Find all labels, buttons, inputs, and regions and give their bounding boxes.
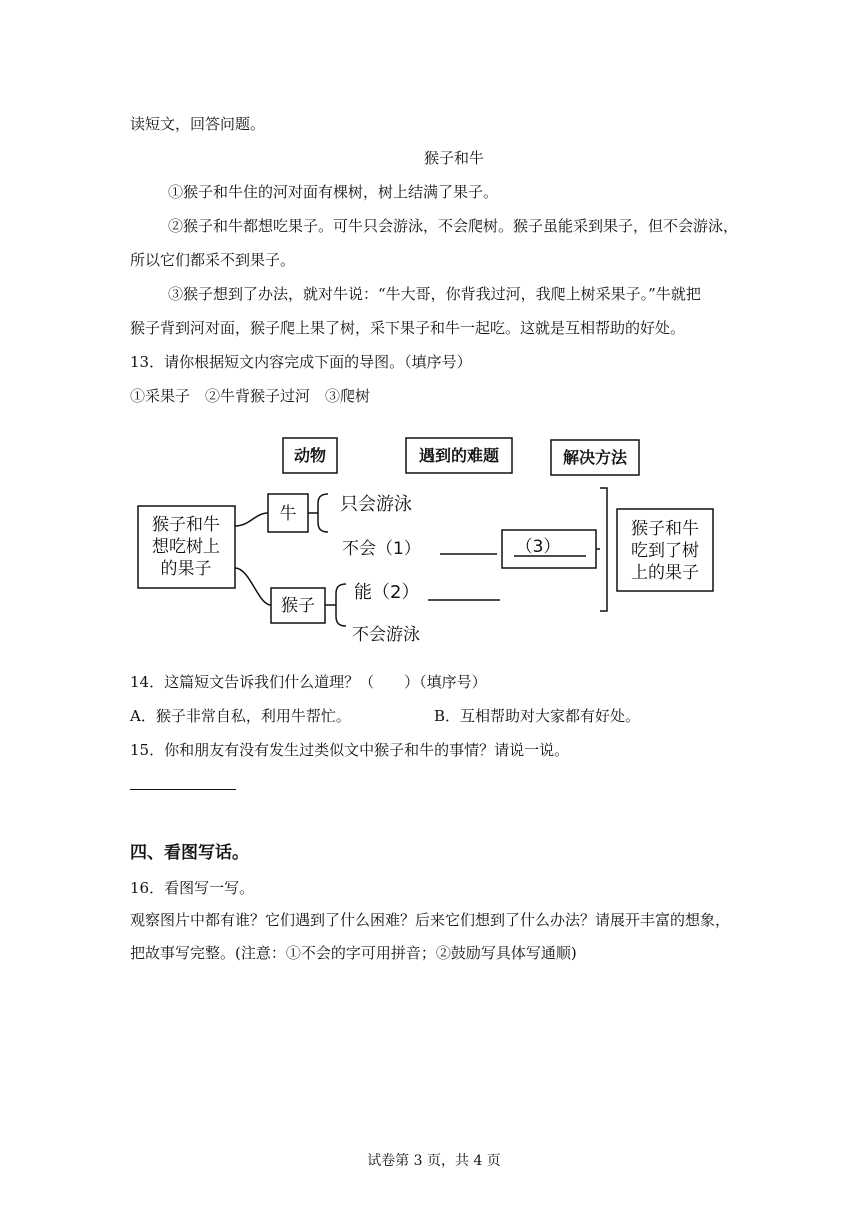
passage-paragraph-3-line-1: ③猴子想到了办法，就对牛说：“牛大哥，你背我过河，我爬上树采果子。”牛就把 xyxy=(168,285,701,303)
monkey-can-text: 能（2） xyxy=(354,582,420,603)
page-footer: 试卷第 3 页，共 4 页 xyxy=(367,1153,501,1169)
connector-start-cow xyxy=(235,513,268,526)
question-15: 15．你和朋友有没有发生过类似文中猴子和牛的事情？请说一说。 xyxy=(130,741,570,759)
header-animal: 动物 xyxy=(293,446,327,465)
start-text-line-2: 想吃树上 xyxy=(152,537,220,557)
monkey-brace xyxy=(336,584,346,626)
animal-monkey: 猴子 xyxy=(281,596,315,616)
monkey-cannot-text: 不会游泳 xyxy=(352,625,420,645)
question-16-line-1: 观察图片中都有谁？它们遇到了什么困难？后来它们想到了什么办法？请展开丰富的想象， xyxy=(130,911,731,929)
cow-brace xyxy=(318,494,328,532)
passage-paragraph-2-line-2: 所以它们都采不到果子。 xyxy=(130,251,296,269)
result-text-line-1: 猴子和牛 xyxy=(631,519,699,539)
start-text-line-3: 的果子 xyxy=(160,559,212,579)
question-13: 13．请你根据短文内容完成下面的导图。（填序号） xyxy=(130,353,472,371)
passage-title: 猴子和牛 xyxy=(424,149,485,167)
question-14-option-b[interactable]: B．互相帮助对大家都有好处。 xyxy=(434,707,641,725)
connector-start-monkey xyxy=(235,568,271,605)
solution-blank-label: （3） xyxy=(515,537,561,557)
mind-map-diagram xyxy=(130,428,730,653)
section-4-title: 四、看图写话。 xyxy=(130,843,249,863)
question-16: 16．看图写一写。 xyxy=(130,879,255,897)
passage-paragraph-2-line-1: ②猴子和牛都想吃果子。可牛只会游泳，不会爬树。猴子虽能采到果子，但不会游泳， xyxy=(168,217,739,235)
header-problem: 遇到的难题 xyxy=(418,446,500,465)
answer-line-15[interactable] xyxy=(130,789,236,790)
question-14-option-a[interactable]: A．猴子非常自私，利用牛帮忙。 xyxy=(130,707,351,725)
result-text-line-3: 上的果子 xyxy=(631,563,699,583)
question-14: 14．这篇短文告诉我们什么道理？（ ）（填序号） xyxy=(130,673,487,691)
solution-bracket xyxy=(600,488,607,611)
start-text-line-1: 猴子和牛 xyxy=(152,515,220,535)
passage-paragraph-1: ①猴子和牛住的河对面有棵树，树上结满了果子。 xyxy=(168,183,499,201)
cow-can-text: 只会游泳 xyxy=(340,494,412,515)
question-16-line-2: 把故事写完整。(注意：①不会的字可用拼音；②鼓励写具体写通顺) xyxy=(130,944,577,962)
cow-cannot-text: 不会（1） xyxy=(342,539,421,559)
animal-cow: 牛 xyxy=(279,504,297,524)
passage-paragraph-3-line-2: 猴子背到河对面，猴子爬上果了树，采下果子和牛一起吃。这就是互相帮助的好处。 xyxy=(130,319,686,337)
header-solution: 解决方法 xyxy=(562,448,628,467)
question-13-options: ①采果子 ②牛背猴子过河 ③爬树 xyxy=(130,387,371,405)
result-text-line-2: 吃到了树 xyxy=(631,541,699,561)
instruction: 读短文，回答问题。 xyxy=(130,115,266,133)
